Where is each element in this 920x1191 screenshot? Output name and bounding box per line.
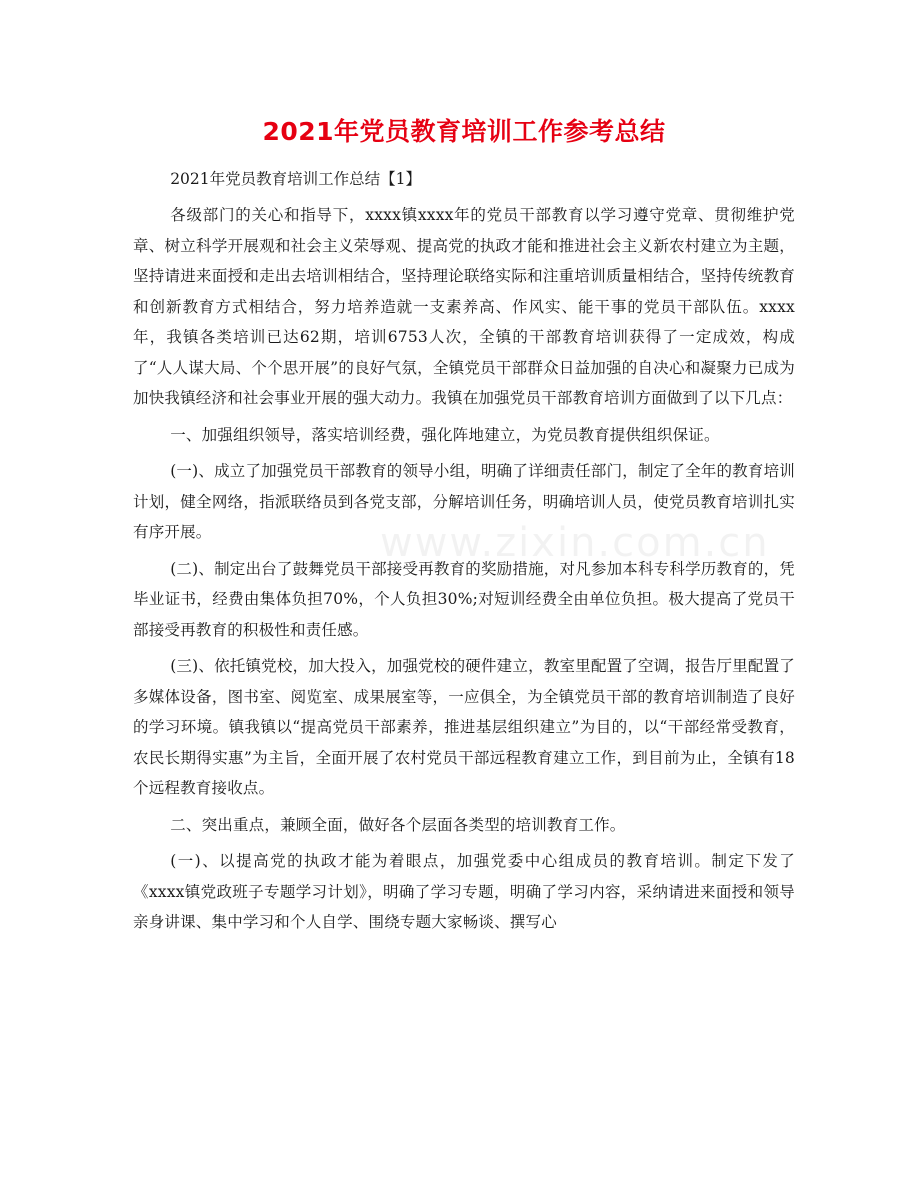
watermark: www.zixin.com.cn — [380, 520, 770, 566]
paragraph-item-2-1: (一)、以提高党的执政才能为着眼点，加强党委中心组成员的教育培训。制定下发了《xxxx镇党政班子专题学习计划》，明确了学习专题，明确了学习内容，采纳请进来面授和领导亲身讲课、集中学习和个人自学、围绕专题大家畅谈、撰写心 — [133, 852, 795, 931]
paragraph-intro: 各级部门的关心和指导下，xxxx镇xxxx年的党员干部教育以学习遵守党章、贯彻维护党章、树立科学开展观和社会主义荣辱观、提高党的执政才能和推进社会主义新农村建立为主题，坚持请进来面授和走出去培训相结合，坚持理论联络实际和注重培训质量相结合，坚持传统教育和创新教育方式相结合，努力培养造就一支素养高、作风实、能干事的党员干部队伍。xxxx年，我镇各类培训已达62期，培训6753人次，全镇的干部教育培训获得了一定成效，构成了“人人谋大局、个个思开展”的良好气氛，全镇党员干部群众日益加强的自决心和凝聚力已成为加快我镇经济和社会事业开展的强大动力。我镇在加强党员干部教育培训方面做到了以下几点： — [133, 206, 795, 407]
document-subtitle: 2021年党员教育培训工作总结【1】 — [170, 170, 421, 188]
paragraph-item-1-2: (二)、制定出台了鼓舞党员干部接受再教育的奖励措施，对凡参加本科专科学历教育的，凭毕业证书，经费由集体负担70%，个人负担30%;对短训经费全由单位负担。极大提高了党员干部接受再教育的积极性和责任感。 — [133, 559, 795, 639]
paragraph-section-1: 一、加强组织领导，落实培训经费，强化阵地建立，为党员教育提供组织保证。 — [170, 425, 720, 444]
paragraph-item-1-3: (三)、依托镇党校，加大投入，加强党校的硬件建立，教室里配置了空调，报告厅里配置了多媒体设备，图书室、阅览室、成果展室等，一应俱全，为全镇党员干部的教育培训制造了良好的学习环境。镇我镇以“提高党员干部素养，推进基层组织建立”为目的，以“干部经常受教育，农民长期得实惠”为主旨，全面开展了农村党员干部远程教育建立工作，到目前为止，全镇有18个远程教育接收点。 — [133, 657, 795, 797]
paragraph-section-2: 二、突出重点，兼顾全面，做好各个层面各类型的培训教育工作。 — [170, 815, 626, 834]
paragraph-item-1-1: (一)、成立了加强党员干部教育的领导小组，明确了详细责任部门，制定了全年的教育培训计划，健全网络，指派联络员到各党支部，分解培训任务，明确培训人员，使党员教育培训扎实有序开展。 — [133, 462, 795, 541]
document-page — [133, 112, 795, 938]
document-title: 2021年党员教育培训工作参考总结 — [262, 117, 666, 146]
